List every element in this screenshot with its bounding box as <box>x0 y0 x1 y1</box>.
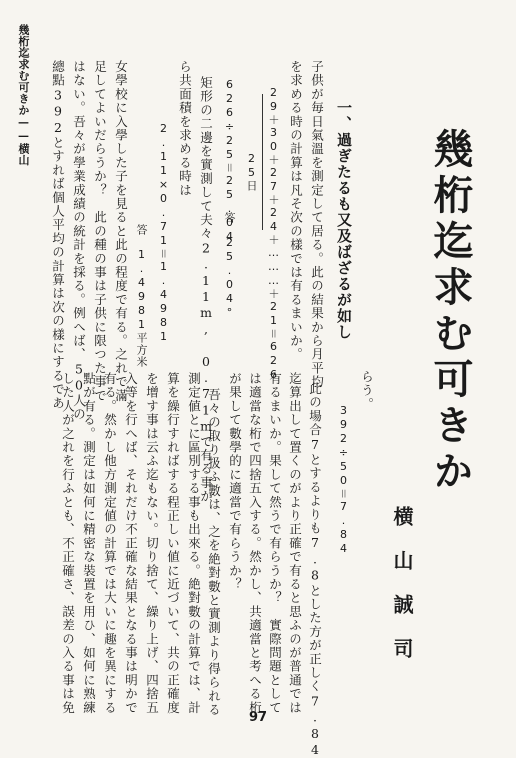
body-line: 吾々の取り扱ふ數は、之を絶對數と實測より得られる <box>206 388 222 717</box>
body-line: 子供が毎日氣溫を測定して居る。此の結果から月平均 <box>309 60 325 389</box>
body-line: 矩形の二邊を實測して夫々2.11m, 0.71mで有る事か <box>198 76 214 504</box>
body-line: を增す事は云ふ迄もない。切り捨て、繰り上げ、四捨五 <box>144 372 160 715</box>
body-line: 測定値とに區別する事も出來る。絶對數の計算では、計 <box>186 372 202 715</box>
answer-line: 答 1.4981平方米 <box>135 224 148 368</box>
body-line: した人が之れを行ふとも、不正確さ、誤差の入る事は免 <box>60 372 76 715</box>
formula-line: 29＋30＋27＋24＋………＋21＝626 <box>267 86 280 382</box>
answer-line: 答 25.04° <box>223 212 236 320</box>
body-line: を求める時の計算は凡そ次の樣では有るまいか。 <box>288 60 304 362</box>
section-heading: 一、過ぎたるも又及ばざるが如し <box>335 100 353 340</box>
body-line: は適當な桁で四捨五入する。然かし、共適當と考へる桁 <box>247 372 263 715</box>
body-line: 入等を行へば、それだけ不正確な結果となる事は明かで <box>123 372 139 715</box>
body-line: 足してよいだらうか？ 此の種の事は子供に限つた事で <box>92 60 108 403</box>
formula-line: 626÷25＝25.04 <box>223 78 236 244</box>
body-line: が果して數學的に適當で有らうか？ <box>227 372 243 592</box>
formula-line: 392÷50＝7.84 <box>337 404 350 556</box>
body-line: 算を繰行すればする程正しい値に近づいて、共の正確度 <box>165 372 181 715</box>
body-line: 迄算出して置くのがより正確で有ると思ふのが普通では <box>287 372 303 715</box>
body-line: 總點392とすれば個人平均の計算は次の樣にするであ <box>50 60 66 410</box>
fraction-bar <box>262 94 263 230</box>
formula-line: 25日 <box>245 152 258 192</box>
running-head: 幾桁迄求む可きか——横山 <box>17 24 30 166</box>
author-name: 横山誠司 <box>390 506 414 682</box>
page-number: 97 <box>248 710 268 725</box>
body-line: 女學校に入學した子を見ると此の程度で有る。之れで滿 <box>113 60 129 403</box>
body-line: ら共面積を求める時は <box>177 60 193 197</box>
article-title: 幾桁迄求む可きか <box>427 128 473 496</box>
body-line: 有るまいか。果して然うで有らうか？ 實際問題として <box>267 372 283 715</box>
body-line: らう。 <box>359 370 375 412</box>
body-line: はない。吾々が學業成績の統計を採る。例へば、50人の <box>71 60 87 422</box>
body-line: 此の場合7とするよりも7.8とした方が正しく7.84 <box>307 382 323 758</box>
body-line: 點が有る。測定は如何に精密な裝置を用ひ、如何に熟練 <box>81 372 97 715</box>
body-line: 有る。然かし他方測定値の計算では大いに趣を異にする <box>102 372 118 715</box>
formula-line: 2.11×0.71＝1.4981 <box>157 122 170 344</box>
